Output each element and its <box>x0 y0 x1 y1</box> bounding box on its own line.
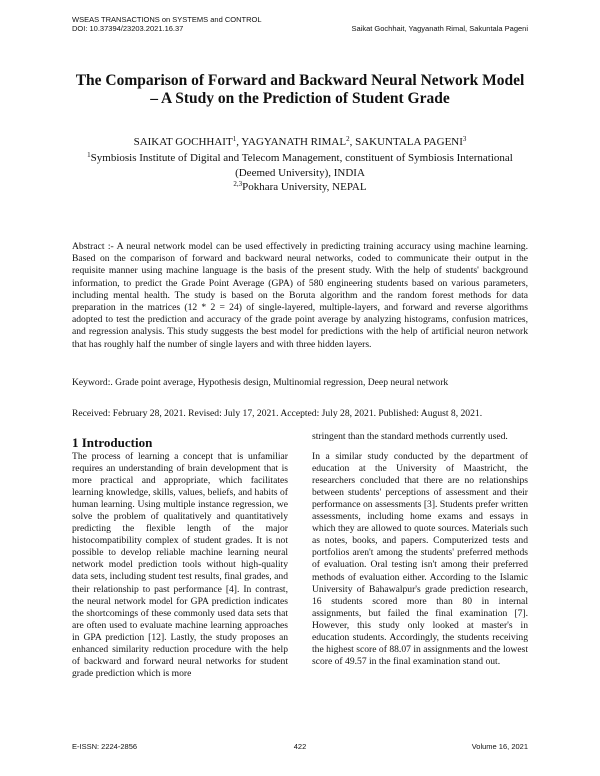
section-heading: 1 Introduction <box>72 435 153 450</box>
paper-title <box>60 72 540 108</box>
right-column <box>312 431 528 676</box>
author-list <box>60 136 540 149</box>
footer-volume: Volume 16, 2021 <box>471 742 528 751</box>
author-1: SAIKAT GOCHHAIT <box>133 136 233 148</box>
paragraph: In a similar study conducted by the department of education at the University of Maastricht, the researchers concluded that there are no relationships between students' perceptions of assessment and their performance on assessments [3]. Students prefer written assessments, including home exams and essays in which they are allowed to quote sources. Materials such as notes, books, and papers. Computerized tests and portfolios aren't among the students' preferred methods of evaluation. Oral testing isn't among their preferred methods of evaluation either. According to the Islamic University of Bahawalpur's grade prediction research, 16 students scored more than 80 in internal assignments, but failed the final examination [7]. However, this study only looked at master's in education students. Accordingly, the students receiving the highest score of 88.07 in assignments and the lowest score of 49.57 in the final examination stand out. <box>312 451 528 667</box>
running-header-left <box>72 15 262 33</box>
affiliation-2 <box>60 181 540 194</box>
abstract: Abstract :- A neural network model can be used effectively in predicting training accuracy using machine learning. Based on the comparison of forward and backward neural networks, coded to communicate their output in the requisite manner using machine language is the basis of the present study. With the help of students' background information, to predict the Grade Point Average (GPA) of 580 engineering students based on various parameters, including mental health. The study is based on the Boruta algorithm and the random forest methods for data preparation in the matrices (12 * 2 = 24) of single-layered, multiple-layers, and forward and reverse algorithms adopted to test the prediction and accuracy of the grade point average by analyzing histograms, confusion matrices, and regression analysis. This study suggests the best model for predictions with the help of artificial neuron network that has roughly half the number of single layers and with three hidden layers. <box>72 241 528 350</box>
journal-name: WSEAS TRANSACTIONS on SYSTEMS and CONTROL <box>72 15 262 24</box>
keywords: Keyword:. Grade point average, Hypothesis design, Multinomial regression, Deep neural network <box>72 377 449 388</box>
title-line-2: – A Study on the Prediction of Student Grade <box>150 90 450 107</box>
paragraph: stringent than the standard methods currently used. <box>312 431 508 442</box>
affiliation-2-text: Pokhara University, NEPAL <box>242 181 367 193</box>
author-2: , YAGYANATH RIMAL <box>236 136 347 148</box>
affiliation-1-line-1: Symbiosis Institute of Digital and Telecom Management, constituent of Symbiosis International <box>90 152 513 164</box>
doi: DOI: 10.37394/23203.2021.16.37 <box>72 24 184 33</box>
affiliation-1-mark: 1 <box>87 151 91 159</box>
author-3-affil: 3 <box>462 135 467 143</box>
footer-page-number: 422 <box>293 742 307 751</box>
affiliation-1 <box>60 151 540 181</box>
left-column <box>72 451 288 680</box>
author-3: , SAKUNTALA PAGENI <box>349 136 463 148</box>
paragraph: The process of learning a concept that is unfamiliar requires an understanding of brain development that is more practical and appropriate, which facilitates learning knowledge, skills, values, beliefs, and habits of human learning. Using multiple instance regression, we solve the problem of qualitatively and quantitatively predicting the flexible length of the major histocompatibility complex of student grades. It is not possible to develop reliable machine learning neural network model prediction tools without high-quality data sets, including student test results, final grades, and their relationship to past performance [4]. In contrast, the neural network model for GPA prediction indicates the shortcomings of these commonly used data sets that are often used to evaluate machine learning approaches in GPA prediction [12]. Lastly, the study proposes an enhanced similarity reduction procedure with the help of backward and forward neural networks for student grade prediction which is more <box>72 451 288 679</box>
affiliation-1-line-2: (Deemed University), INDIA <box>235 167 365 179</box>
footer-issn: E-ISSN: 2224-2856 <box>72 742 138 751</box>
title-line-1: The Comparison of Forward and Backward Neural Network Model <box>75 72 525 89</box>
affiliation-2-mark: 2,3 <box>233 180 243 188</box>
running-authors: Saikat Gochhait, Yagyanath Rimal, Sakuntala Pageni <box>351 24 528 33</box>
author-1-affil: 1 <box>232 135 237 143</box>
publication-dates: Received: February 28, 2021. Revised: July 17, 2021. Accepted: July 28, 2021. Published: August 8, 2021. <box>72 408 483 419</box>
author-2-affil: 2 <box>346 135 350 143</box>
